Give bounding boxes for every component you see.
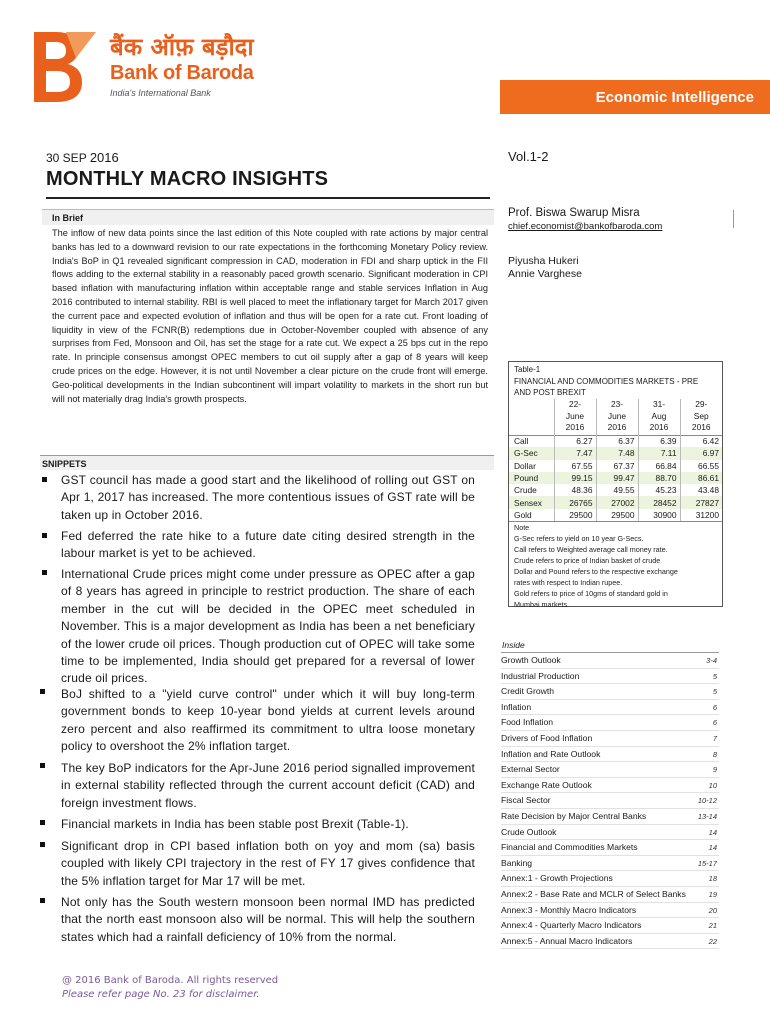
index-entry[interactable] — [501, 715, 719, 731]
title-rule — [46, 197, 490, 199]
table-row — [509, 460, 722, 472]
column-header-line: 2016 — [649, 422, 669, 432]
index-entry[interactable] — [501, 918, 719, 934]
index-entry[interactable] — [501, 903, 719, 919]
table-cell: 45.23 — [638, 484, 680, 496]
copyright-notice: @ 2016 Bank of Baroda. All rights reserved — [62, 975, 279, 986]
bank-of-baroda-emblem-icon — [26, 28, 100, 104]
index-entry[interactable] — [501, 840, 719, 856]
author-lead: Prof. Biswa Swarup Misra — [508, 207, 640, 219]
index-entry-page: 22 — [708, 936, 717, 946]
index-entry-label: Fiscal Sector — [501, 795, 551, 806]
index-entry-label: Drivers of Food Inflation — [501, 732, 593, 743]
bullet-icon — [40, 898, 45, 903]
column-header-line: 31- — [652, 399, 666, 409]
index-entry-page: 18 — [708, 874, 717, 884]
table-cell: 99.47 — [596, 472, 638, 484]
table-header-row — [509, 399, 722, 435]
table-row — [509, 435, 722, 447]
index-entry-label: Credit Growth — [501, 686, 555, 697]
index-entry-label: Crude Outlook — [501, 826, 557, 837]
index-entry-label: Annex:5 - Annual Macro Indicators — [501, 935, 633, 946]
row-label: Sensex — [509, 496, 554, 508]
column-header-line: 29- — [695, 399, 708, 409]
column-header-line: 2016 — [607, 422, 627, 432]
index-entry-label: Inflation — [501, 701, 532, 712]
index-entry-label: External Sector — [501, 764, 560, 775]
index-entry-page: 14 — [708, 843, 717, 853]
index-entry-label: Annex:1 - Growth Projections — [501, 873, 613, 884]
brand-name-hindi: बैंक ऑफ़ बड़ौदा — [110, 33, 254, 61]
divider — [733, 210, 734, 228]
snippet-item: Significant drop in CPI based inflation both on yoy and mom (sa) basis coupled with likely CPI trajectory in the rest of FY 17 gives confidence that the 5% inflation target for Mar 17 will be met. — [61, 839, 475, 888]
page-title: MONTHLY MACRO INSIGHTS — [46, 168, 329, 190]
publication-date — [46, 150, 119, 165]
table-cell: 27002 — [596, 496, 638, 508]
author-third: Annie Varghese — [508, 268, 582, 280]
index-entry-label: Inflation and Rate Outlook — [501, 748, 601, 759]
index-entry[interactable] — [501, 700, 719, 716]
column-header-line: 22- — [568, 399, 582, 409]
table-cell: 6.39 — [638, 435, 680, 447]
table-cell: 30900 — [638, 509, 680, 521]
snippet-item: Financial markets in India has been stable post Brexit (Table-1). — [61, 817, 409, 831]
index-entry-page: 13-14 — [697, 811, 717, 821]
table-cell: 7.48 — [596, 447, 638, 459]
index-entry[interactable] — [501, 747, 719, 763]
bullet-icon — [42, 570, 47, 575]
author-email-link[interactable]: chief.economist@bankofbaroda.com — [508, 221, 663, 232]
table-row — [509, 447, 722, 459]
table-cell: 27827 — [680, 496, 722, 508]
index-entry-page: 15-17 — [697, 858, 717, 868]
index-entry-label: Annex:4 - Quarterly Macro Indicators — [501, 920, 642, 931]
table-cell: 7.47 — [554, 447, 596, 459]
index-entry-page: 3-4 — [706, 656, 717, 665]
note-line: Mumbai markets. — [514, 600, 570, 609]
index-entry[interactable] — [501, 809, 719, 825]
index-entry-label: Exchange Rate Outlook — [501, 779, 592, 790]
table-column-header — [680, 399, 722, 435]
table-cell: 6.27 — [554, 435, 596, 447]
table-title: FINANCIAL AND COMMODITIES MARKETS - PRE — [514, 376, 699, 386]
table-cell: 88.70 — [638, 472, 680, 484]
table-column-header — [638, 399, 680, 435]
snippet-item: International Crude prices might come under pressure as OPEC after a gap of 8 years has agreed in principle to restrict production. The share of each member in the cut will be decided in the OPEC meet scheduled in November. This is a major development as India has been a net beneficiary of the lower crude oil prices. Though production cut of OPEC will take some time to be implemented, India should get prepared for a reversal of lower crude oil prices. — [61, 567, 475, 686]
row-label: Gold — [509, 509, 554, 521]
index-entry-page: 21 — [708, 921, 717, 931]
inside-heading: Inside — [502, 640, 525, 650]
snippet-item: GST council has made a good start and the likelihood of rolling out GST on Apr 1, 2017 has increased. The more contentious issues of GST rate will be taken up in October 2016. — [61, 473, 475, 522]
index-entry[interactable] — [501, 856, 719, 872]
table-label: Table-1 — [514, 365, 541, 374]
table-cell: 66.84 — [638, 460, 680, 472]
table-cell: 43.48 — [680, 484, 722, 496]
table-cell: 49.55 — [596, 484, 638, 496]
row-label: Dollar — [514, 460, 536, 471]
table-cell: 29500 — [554, 509, 596, 521]
note-line: Crude refers to price of Indian basket of crude — [514, 556, 661, 565]
index-entry-page: 5 — [712, 687, 717, 697]
brand-tagline: India's International Bank — [110, 88, 211, 98]
snippet-item: Fed deferred the rate hike to a future date citing desired strength in the labour market is yet to be achieved. — [61, 529, 475, 561]
table-title-line2: AND POST BREXIT — [514, 387, 586, 397]
index-entry-page: 20 — [708, 905, 717, 915]
index-entry-page: 6 — [712, 718, 717, 728]
table-cell: 99.15 — [554, 472, 596, 484]
disclaimer-note: Please refer page No. 23 for disclaimer. — [62, 989, 260, 1000]
note-line: Note — [514, 523, 530, 532]
snippets-heading: SNIPPETS — [40, 455, 494, 470]
date-day-month: 30 SEP — [46, 151, 87, 165]
index-entry[interactable] — [501, 887, 719, 903]
column-header-line: 23- — [610, 399, 624, 409]
author-second: Piyusha Hukeri — [508, 255, 579, 267]
markets-table-box — [508, 361, 723, 607]
table-column-header — [554, 399, 596, 435]
index-entry[interactable] — [501, 871, 719, 887]
index-entry-label: Annex:3 - Monthly Macro Indicators — [501, 904, 637, 915]
volume-number: Vol.1-2 — [508, 149, 549, 164]
column-header-line: Sep — [693, 410, 709, 421]
markets-table — [509, 399, 722, 522]
date-year: 2016 — [89, 150, 119, 165]
index-entry-page: 5 — [712, 671, 717, 681]
table-row — [509, 496, 722, 508]
table-cell: 31200 — [680, 509, 722, 521]
index-entry-page: 9 — [712, 765, 717, 775]
in-brief-heading: In Brief — [42, 209, 494, 225]
note-line: Call refers to Weighted average call money rate. — [514, 545, 668, 554]
column-header-line: 2016 — [691, 422, 711, 432]
table-cell: 67.55 — [554, 460, 596, 472]
column-header-line: June — [565, 410, 585, 421]
table-cell: 26765 — [554, 496, 596, 508]
table-cell: 29500 — [596, 509, 638, 521]
index-entry-label: Financial and Commodities Markets — [501, 842, 638, 853]
index-entry[interactable] — [501, 669, 719, 685]
index-entry-label: Industrial Production — [501, 670, 580, 681]
row-label: Pound — [509, 472, 554, 484]
note-line: Gold refers to price of 10gms of standard gold in — [514, 589, 668, 598]
index-entry[interactable] — [501, 825, 719, 841]
index-entry-page: 14 — [708, 827, 717, 837]
index-entry[interactable] — [501, 762, 719, 778]
index-entry[interactable] — [501, 731, 719, 747]
row-label: Call — [509, 435, 554, 447]
table-cell: 28452 — [638, 496, 680, 508]
row-label: G-Sec — [509, 447, 554, 459]
index-entry-label: Growth Outlook — [501, 655, 561, 665]
index-entry-page: 6 — [712, 702, 717, 712]
bullet-icon — [40, 842, 45, 847]
index-entry-page: 10-12 — [697, 796, 717, 806]
index-entry[interactable] — [501, 684, 719, 700]
snippet-item: The key BoP indicators for the Apr-June 2016 period signalled improvement in external stability reflected through the current account deficit (CAD) and foreign investment flows. — [61, 761, 475, 810]
index-entry-page: 10 — [708, 780, 717, 790]
table-cell: 6.42 — [680, 435, 722, 447]
brand-name: Bank of Baroda — [110, 62, 254, 84]
bullet-icon — [42, 533, 47, 538]
row-label: Crude — [514, 485, 537, 496]
note-line: Dollar and Pound refers to the respective exchange — [514, 567, 678, 576]
table-corner-cell — [509, 399, 554, 435]
bullet-icon — [40, 689, 45, 694]
bullet-icon — [42, 477, 47, 482]
table-cell: 6.37 — [596, 435, 638, 447]
index-entry-label: Food Inflation — [501, 717, 554, 728]
bullet-icon — [40, 763, 45, 768]
index-entry[interactable] — [501, 793, 719, 809]
bank-logo — [26, 24, 266, 104]
in-brief-text: The inflow of new data points since the last edition of this Note coupled with rate actions by major central banks has led to a downward revision to our rate expectations in the forthcoming Monetary Policy review. India's BoP in Q1 revealed significant compression in CAD, moderation in FDI and sharp uptick in the FII flows adding to the external stability in a reasonably paced growth scenario. Significant moderation in CPI based inflation with manufacturing inflation within acceptable range and stable services Inflation in Aug 2016 contributed to internal stability. RBI is well placed to meet the inflationary target for March 2017 given the current pace and expected evolution of inflation and thus will be open for a rate cut. Front loading of liquidity in view of the FCNR(B) redemptions due in October-November coupled with absence of any surprises from Fed, Monsoon and Oil, has set the stage for a rate cut. We expect a 25 bps cut in the repo rate. In principle consensus amongst OPEC members to cut oil supply after a gap of 8 years will keep crude prices on the edge. However, it is not until November a clear picture on the crude front will emerge. Geo-political developments in the Indian subcontinent will impart volatility to markets in the short run but will not materially drag India's growth prospects. — [52, 228, 488, 404]
column-header-line: June — [607, 410, 627, 421]
index-entry-label: Rate Decision by Major Central Banks — [501, 810, 647, 821]
table-row — [509, 484, 722, 496]
column-header-line: 2016 — [565, 422, 585, 432]
table-cell: 48.36 — [554, 484, 596, 496]
table-column-header — [596, 399, 638, 435]
economic-intelligence-banner: Economic Intelligence — [500, 80, 770, 114]
index-entry[interactable] — [501, 778, 719, 794]
index-entry[interactable] — [501, 934, 719, 950]
column-header-line: Aug — [651, 410, 667, 421]
index-entry-page: 7 — [712, 733, 717, 743]
table-cell: 66.55 — [680, 460, 722, 472]
note-line: G-Sec refers to yield on 10 year G-Secs. — [514, 534, 644, 543]
table-row — [509, 472, 722, 484]
table-cell: 86.61 — [680, 472, 722, 484]
inside-index — [501, 652, 719, 949]
table-row — [509, 509, 722, 521]
table-cell: 7.11 — [638, 447, 680, 459]
note-line: rates with respect to Indian rupee. — [514, 578, 623, 587]
table-cell: 67.37 — [596, 460, 638, 472]
index-entry-page: 19 — [708, 889, 717, 899]
index-entry-label: Banking — [501, 857, 533, 868]
snippet-item: BoJ shifted to a "yield curve control" under which it will buy long-term government bonds to keep 10-year bond yields at current levels around zero percent and also reaffirmed its commitment to ultra loose monetary policy to overshoot the 2% inflation target. — [61, 687, 475, 754]
bullet-icon — [40, 820, 45, 825]
table-cell: 6.97 — [680, 447, 722, 459]
index-entry[interactable] — [501, 653, 719, 669]
snippet-item: Not only has the South western monsoon been normal IMD has predicted that the north east monsoon also will be normal. This will help the southern states which had a rainfall deficiency of 10% from the normal. — [61, 895, 475, 944]
index-entry-label: Annex:2 - Base Rate and MCLR of Select Banks — [501, 888, 686, 899]
table-notes — [514, 522, 722, 610]
index-entry-page: 8 — [712, 749, 717, 759]
